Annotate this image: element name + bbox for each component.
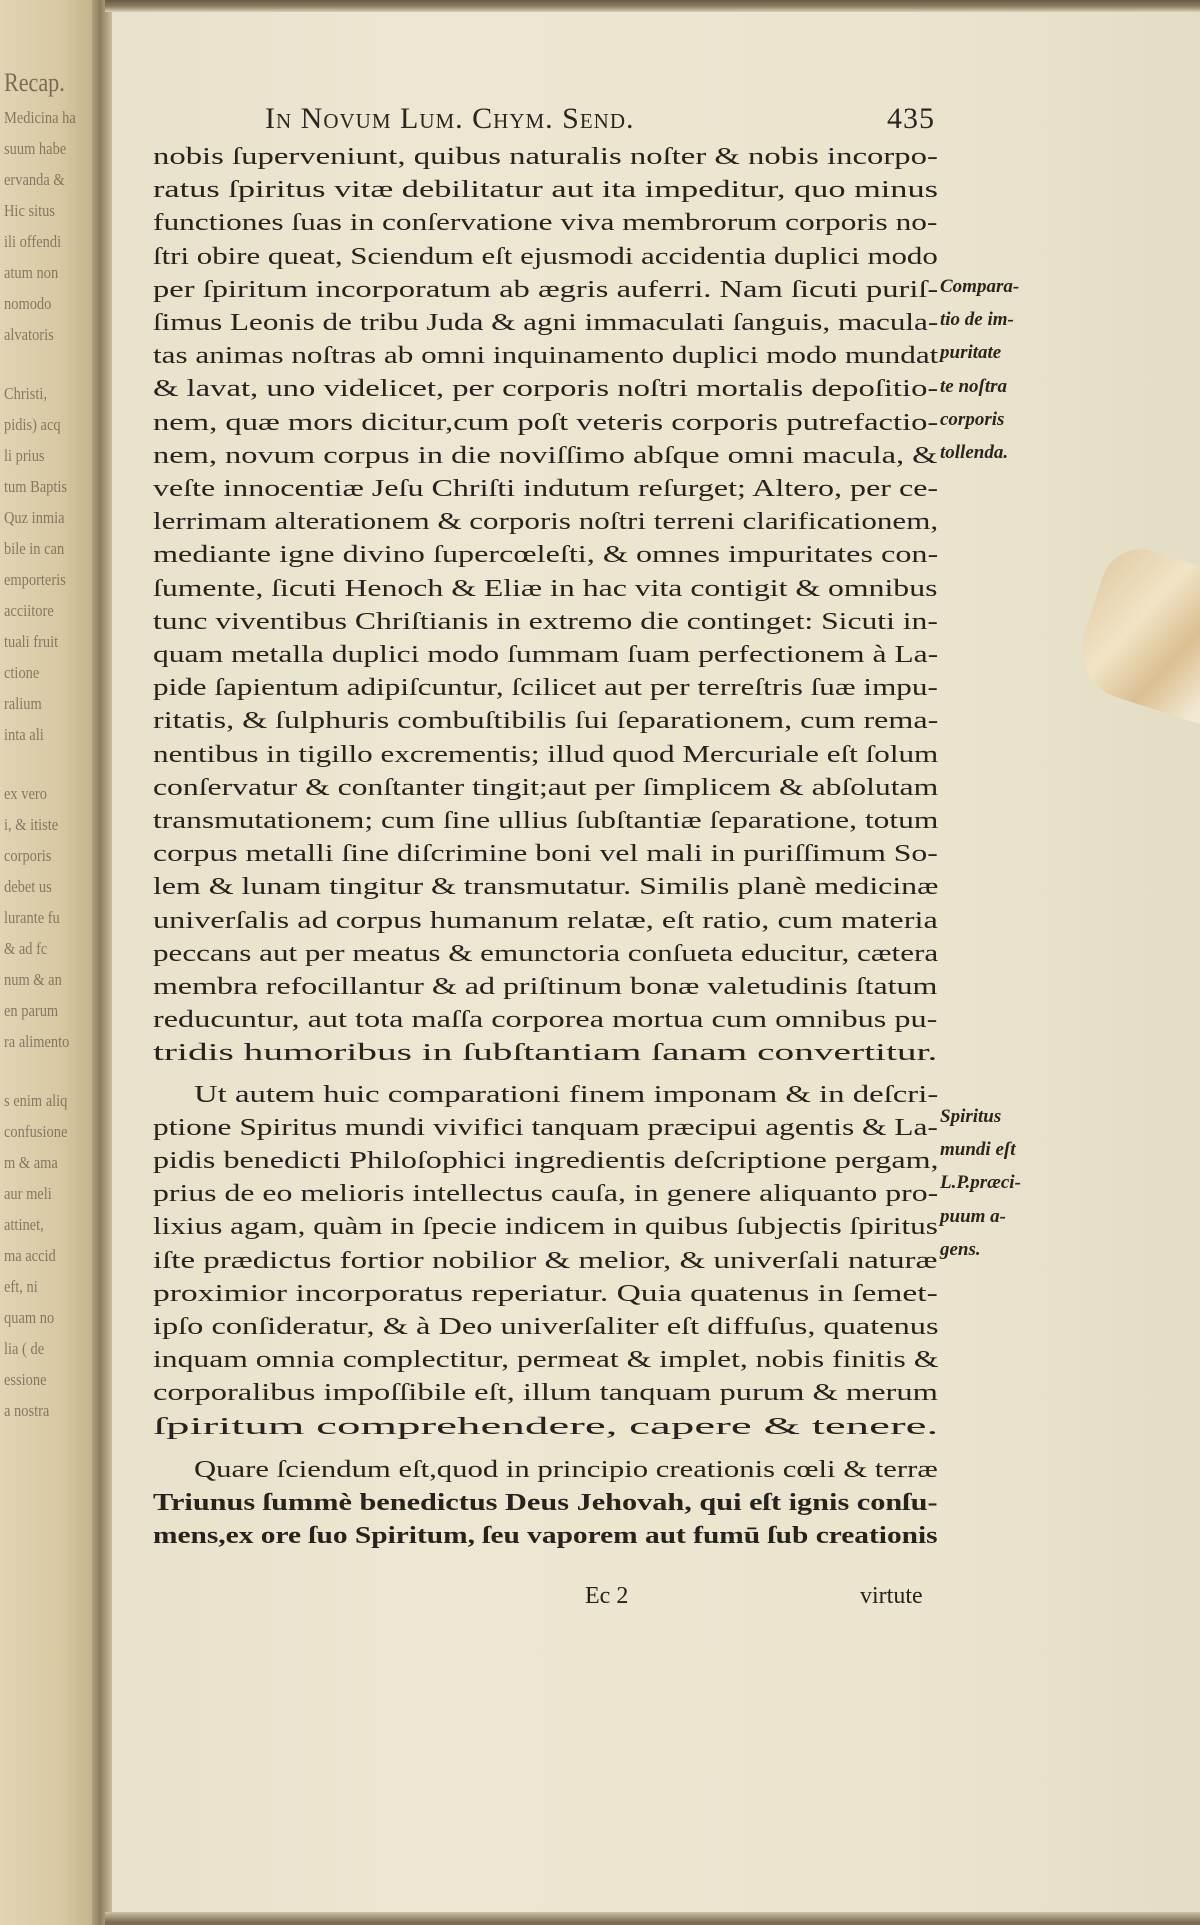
text-line: nem, novum corpus in die noviſſimo abſque omni macula, & [153,442,938,469]
text-line: prius de eo melioris intellectus cauſa, in genere aliquanto pro- [153,1181,939,1208]
text-line: ſtri obire queat, Sciendum eſt ejusmodi accidentia duplici modo [153,243,938,270]
text-line: mediante igne divino ſupercœleſti, & omnes impuritates con- [153,542,939,569]
left-text-fragment: tum Baptis [4,477,68,496]
left-text-fragment: en parum [4,1001,59,1020]
left-text-fragment: ex vero [4,784,47,803]
left-text-fragment: alvatoris [4,325,54,344]
catchword: virtute [860,1583,923,1609]
left-running-head: Recap. [4,68,65,97]
book-gutter [92,0,112,1925]
margin-note-line: tio de im- [940,309,1014,331]
text-line: ſimus Leonis de tribu Juda & agni immaculati ſanguis, macula- [153,310,939,336]
left-text-fragment: confusione [4,1122,68,1141]
left-text-fragment: quam no [4,1308,55,1327]
left-text-fragment: acciitore [4,601,54,620]
margin-note-line: te noſtra [940,375,1008,397]
text-line: nem, quæ mors dicitur,cum poſt veteris corporis putrefactio- [153,409,939,436]
text-line: corporalibus impoſſibile eſt, illum tanquam purum & merum [153,1380,938,1407]
left-text-fragment: pidis) acq [4,415,61,434]
signature-mark: Ec 2 [585,1583,629,1609]
margin-note-line: L.P.præci- [940,1172,1021,1194]
text-line: conſervatur & conſtanter tingit;aut per ſimplicem & abſolutam [153,774,939,801]
left-text-fragment: inta ali [4,725,44,744]
text-line: nentibus in tigillo excrementis; illud quod Mercuriale eſt ſolum [153,741,939,768]
left-text-fragment: emporteris [4,570,66,589]
text-line: lem & lunam tingitur & transmutatur. Similis planè medicinæ [153,874,939,901]
left-text-fragment: ralium [4,694,42,713]
left-text-fragment: ili offendi [4,232,62,251]
left-text-fragment: Medicina ha [4,108,76,127]
text-line: proximior incorporatus reperiatur. Quia quatenus in ſemet- [153,1280,938,1307]
left-text-fragment: nomodo [4,294,52,313]
left-text-fragment: ervanda & [4,170,65,189]
left-text-fragment: ctione [4,663,40,682]
text-line: ſpiritum comprehendere, capere & tenere. [153,1413,939,1440]
text-line: Ut autem huic comparationi finem imponam & in deſcri- [194,1081,939,1108]
text-line: per ſpiritum incorporatum ab ægris auferri. Nam ſicuti puriſ- [153,276,939,303]
left-text-fragment: suum habe [4,139,67,158]
left-text-fragment: m & ama [4,1153,58,1172]
left-text-fragment: debet us [4,877,52,896]
page-number: 435 [887,102,935,135]
margin-note-line: puritate [940,342,1002,364]
text-line: lixius agam, quàm in ſpecie indicem in quibus ſubjectis ſpiritus [153,1214,938,1241]
margin-note-line: gens. [940,1238,981,1260]
text-line: inquam omnia complectitur, permeat & implet, nobis finitis & [153,1347,939,1374]
left-text-fragment: aur meli [4,1184,52,1203]
text-line: transmutationem; cum ſine ullius ſubſtantiæ ſeparatione, totum [153,808,939,834]
left-text-fragment: tuali fruit [4,632,59,651]
margin-note-line: Spiritus [940,1106,1002,1127]
margin-note-line: puum a- [940,1205,1006,1227]
text-line: & lavat, uno videlicet, per corporis noſtri mortalis depoſitio- [153,376,939,403]
left-text-fragment: Hic situs [4,201,55,220]
left-page-fragment [0,0,100,1925]
running-title: In Novum Lum. Chym. Send. [265,102,635,135]
text-line: univerſalis ad corpus humanum relatæ, eſt ratio, cum materia [153,907,938,934]
text-line: tunc viventibus Chriſtianis in extremo die continget: Sicuti in- [153,608,938,635]
text-line: lerrimam alterationem & corporis noſtri terreni clarificationem, [153,509,939,536]
left-text-fragment: a nostra [4,1401,50,1420]
text-line: tas animas noſtras ab omni inquinamento duplici modo mundat [153,343,939,370]
left-text-fragment: eft, ni [4,1277,38,1296]
text-line: corpus metalli ſine diſcrimine boni vel mali in puriſſimum So- [153,841,938,868]
text-line: ipſo conſideratur, & à Deo univerſaliter eſt diffuſus, quatenus [153,1314,939,1340]
text-line: quam metalla duplici modo ſummam ſuam perfectionem à La- [153,642,939,668]
text-line: peccans aut per meatus & emunctoria conſueta educitur, cætera [153,940,939,967]
text-line: Triunus ſummè benedictus Deus Jehovah, qui eſt ignis conſu- [153,1490,938,1516]
page-header [265,102,945,138]
left-text-fragment: Christi, [4,384,47,403]
text-line: tridis humoribus in ſubſtantiam ſanam convertitur. [153,1040,938,1067]
brush-object [1069,539,1200,731]
left-text-fragment: attinet, [4,1215,44,1234]
text-line: pidis benedicti Philoſophici ingredientis deſcriptione pergam, [153,1148,939,1174]
left-text-fragment: lia ( de [4,1339,45,1358]
left-text-fragment: s enim aliq [4,1091,68,1110]
left-text-fragment: atum non [4,263,59,282]
text-line: ſumente, ſicuti Henoch & Eliæ in hac vita contigit & omnibus [153,575,938,602]
top-edge [105,0,1200,12]
left-text-fragment: corporis [4,846,52,865]
left-text-fragment: num & an [4,970,62,989]
left-text-fragment: essione [4,1370,47,1389]
text-line: functiones ſuas in conſervatione viva membrorum corporis no- [153,210,938,237]
left-text-fragment: bile in can [4,539,65,558]
text-line: ritatis, & ſulphuris combuſtibilis ſui ſeparationem, cum rema- [153,708,939,735]
left-text-fragment: & ad fc [4,939,48,958]
left-text-fragment: Quz inmia [4,508,65,527]
margin-note-line: mundi eſt [940,1139,1016,1161]
left-text-fragment: i, & itiste [4,815,59,834]
bottom-edge [105,1912,1200,1925]
text-line: membra refocillantur & ad priſtinum bonæ valetudinis ſtatum [153,974,938,1000]
text-line: reducuntur, aut tota maſſa corporea mortua cum omnibus pu- [153,1007,938,1034]
text-line: pide ſapientum adipiſcuntur, ſcilicet aut per terreſtris ſuæ impu- [153,675,938,702]
text-line: mens,ex ore ſuo Spiritum, ſeu vaporem aut fumū ſub creationis [153,1523,938,1550]
text-line: Quare ſciendum eſt,quod in principio creationis cœli & terræ [194,1456,938,1483]
left-text-fragment: li prius [4,446,45,465]
margin-note-line: corporis [940,408,1005,430]
margin-note-line: Compara- [940,276,1020,297]
margin-note-line: tollenda. [940,442,1009,463]
left-text-fragment: lurante fu [4,908,60,927]
text-line: nobis ſuperveniunt, quibus naturalis noſter & nobis incorpo- [153,144,938,170]
text-line: veſte innocentiæ Jeſu Chriſti indutum reſurget; Altero, per ce- [153,476,939,502]
left-text-fragment: ra alimento [4,1032,70,1051]
left-text-fragment: ma accid [4,1246,56,1265]
text-line: iſte prædictus fortior nobilior & melior, & univerſali naturæ [153,1247,938,1274]
text-line: ptione Spiritus mundi vivifici tanquam præcipui agentis & La- [153,1114,938,1141]
text-line: ratus ſpiritus vitæ debilitatur aut ita impeditur, quo minus [153,177,938,204]
